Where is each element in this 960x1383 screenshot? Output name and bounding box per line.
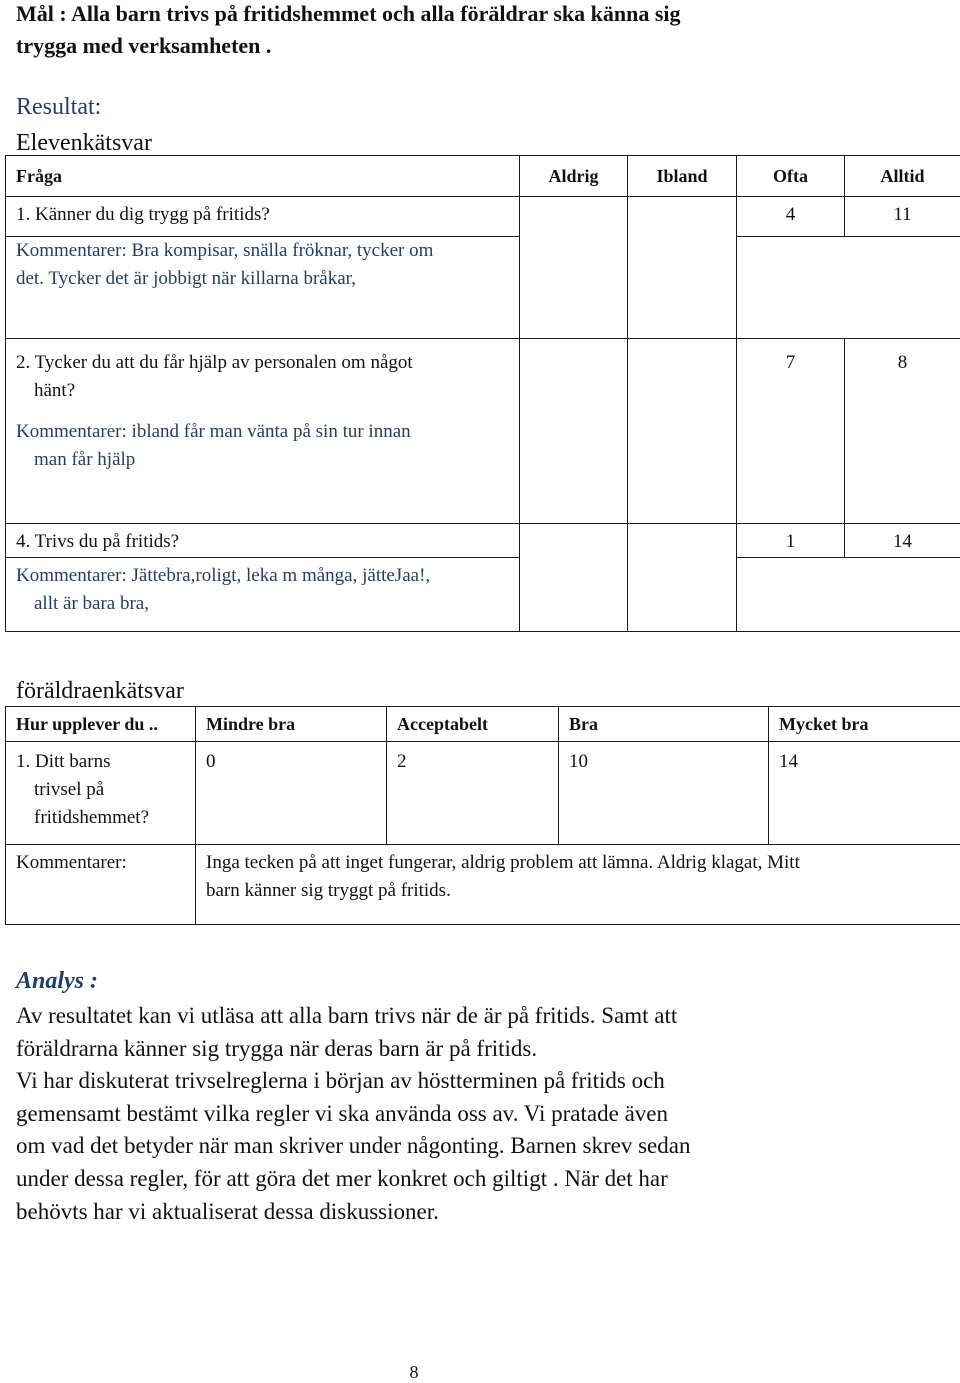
parent-comment [196, 845, 960, 925]
table-row [6, 339, 960, 524]
analys-line-1: Av resultatet kan vi utläsa att alla barn trivs när de är på fritids. Samt att [16, 1003, 678, 1028]
q4-ofta: 1 [737, 524, 845, 558]
comment-2-line-1: Kommentarer: ibland får man vänta på sin tur innan [16, 421, 411, 442]
q2-alltid: 8 [845, 339, 960, 524]
table-row [6, 845, 960, 925]
analys-heading: Analys : [16, 968, 99, 994]
q1-aldrig [520, 197, 628, 339]
comment-1 [6, 237, 520, 339]
header-ibland: Ibland [628, 156, 737, 197]
comment-4 [6, 558, 520, 632]
header-mycket-bra: Mycket bra [769, 707, 960, 742]
value-mycket-bra: 14 [769, 742, 960, 845]
analys-body [16, 1000, 836, 1228]
q1-ofta: 4 [737, 197, 845, 237]
parent-question-line-2: trivsel på [34, 779, 105, 800]
analys-line-6: under dessa regler, för att göra det mer konkret och giltigt . När det har [16, 1165, 668, 1191]
q2-ofta: 7 [737, 339, 845, 524]
goal-line-2: trygga med verksamheten . [16, 33, 272, 58]
comment-1-line-2: det. Tycker det är jobbigt när killarna bråkar, [16, 268, 356, 289]
header-alltid: Alltid [845, 156, 960, 197]
parent-comment-line-2: barn känner sig tryggt på fritids. [206, 880, 451, 901]
q4-aldrig [520, 524, 628, 632]
elev-header-row [6, 156, 960, 197]
comment-1-line-1: Kommentarer: Bra kompisar, snälla fröknar, tycker om [16, 240, 434, 261]
question-4: 4. Trivs du på fritids? [6, 524, 520, 558]
q4-ibland [628, 524, 737, 632]
elev-section-title: Elevenkätsvar [16, 130, 152, 156]
parent-comment-label: Kommentarer: [6, 845, 196, 925]
resultat-heading: Resultat: [16, 94, 102, 120]
analys-line-3: Vi har diskuterat trivselreglerna i början av höstterminen på fritids och [16, 1068, 665, 1094]
parent-question-line-1: 1. Ditt barns [16, 751, 111, 772]
table-row [6, 558, 960, 632]
header-ofta: Ofta [737, 156, 845, 197]
value-acceptabelt: 2 [387, 742, 559, 845]
question-2-line-2: hänt? [34, 380, 76, 401]
analys-line-7: behövts har vi aktualiserat dessa diskussioner. [16, 1198, 439, 1224]
analys-line-4: gemensamt bestämt vilka regler vi ska använda oss av. Vi pratade även [16, 1100, 668, 1126]
comment-4-line-2: allt är bara bra, [34, 593, 149, 614]
question-2-line-1: 2. Tycker du att du får hjälp av personalen om något [16, 352, 413, 373]
header-bra: Bra [559, 707, 769, 742]
parent-question-line-3: fritidshemmet? [34, 807, 150, 828]
header-mindre-bra: Mindre bra [196, 707, 387, 742]
header-fraga: Fråga [6, 156, 520, 197]
q4-alltid: 14 [845, 524, 960, 558]
value-bra: 10 [559, 742, 769, 845]
table-row [6, 197, 960, 237]
q2-aldrig [520, 339, 628, 524]
q1-ibland [628, 197, 737, 339]
analys-line-5: om vad det betyder när man skriver under någonting. Barnen skrev sedan [16, 1133, 691, 1159]
comment-2-line-2: man får hjälp [34, 449, 136, 470]
foralder-header-row [6, 707, 960, 742]
header-acceptabelt: Acceptabelt [387, 707, 559, 742]
value-mindre-bra: 0 [196, 742, 387, 845]
parent-comment-line-1: Inga tecken på att inget fungerar, aldrig problem att lämna. Aldrig klagat, Mitt [206, 852, 800, 873]
q2-ibland [628, 339, 737, 524]
header-aldrig: Aldrig [520, 156, 628, 197]
foralder-survey-table [5, 706, 960, 925]
comment-4-line-1: Kommentarer: Jättebra,roligt, leka m många, jätteJaa!, [16, 565, 431, 586]
table-row [6, 524, 960, 558]
parent-question-1 [6, 742, 196, 845]
analys-line-2: föräldrarna känner sig trygga när deras barn är på fritids. [16, 1035, 538, 1061]
header-hur-upplever: Hur upplever du .. [6, 707, 196, 742]
question-1: 1. Känner du dig trygg på fritids? [6, 197, 520, 237]
table-row [6, 237, 960, 339]
table-row [6, 742, 960, 845]
question-2 [6, 339, 520, 524]
q1-alltid: 11 [845, 197, 960, 237]
page-number: 8 [409, 1362, 419, 1382]
goal-heading [16, 0, 916, 62]
foralder-section-title: föräldraenkätsvar [16, 678, 184, 704]
goal-line-1: Mål : Alla barn trivs på fritidshemmet och alla föräldrar ska känna sig [16, 1, 681, 26]
elev-survey-table [5, 155, 960, 632]
